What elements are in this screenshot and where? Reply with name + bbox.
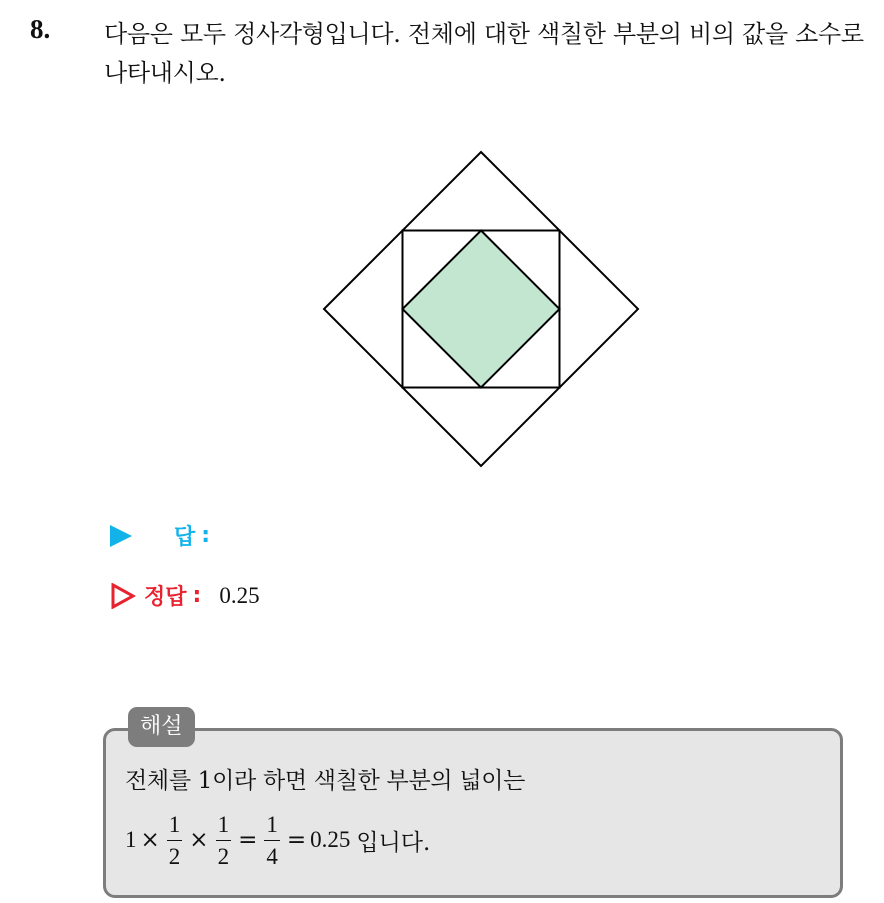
fraction-one-quarter: [264, 813, 280, 868]
fraction-denominator: 4: [264, 840, 280, 868]
fraction-denominator: 2: [216, 840, 232, 868]
eq-one: 1: [125, 827, 137, 852]
eq-tail: 입니다.: [356, 829, 431, 856]
play-triangle-icon: [110, 525, 132, 547]
correct-answer-row: [110, 580, 260, 611]
fraction-one-half-2: [216, 813, 232, 868]
answer-row: [110, 520, 210, 551]
fraction-denominator: 2: [167, 840, 183, 868]
answer-colon: :: [201, 523, 211, 548]
question-number: 8.: [30, 14, 51, 44]
correct-answer-value: 0.25: [219, 582, 260, 608]
eq-result: 0.25: [310, 827, 351, 852]
explanation-tab: 해설: [128, 707, 195, 747]
correct-answer-colon: :: [192, 583, 202, 608]
correct-answer-label: 정답: [144, 585, 187, 610]
explanation-line-1: 전체를 1이라 하면 색칠한 부분의 넓이는: [125, 768, 526, 794]
question-text: 다음은 모두 정사각형입니다. 전체에 대한 색칠한 부분의 비의 값을 소수로 나타내시오.: [104, 20, 864, 87]
shaded-square: [403, 231, 560, 388]
outline-triangle-icon: [110, 583, 136, 609]
fraction-numerator: 1: [217, 811, 230, 837]
eq-equals-2: =: [286, 827, 307, 853]
explanation-equation: [125, 805, 430, 875]
eq-times-2: ×: [189, 827, 209, 853]
answer-label: 답: [174, 525, 196, 550]
eq-times-1: ×: [140, 827, 160, 853]
nested-squares-figure: [320, 150, 640, 470]
fraction-numerator: 1: [266, 811, 278, 837]
eq-equals-1: =: [238, 827, 258, 853]
fraction-numerator: 1: [168, 811, 181, 837]
fraction-one-half-1: [167, 813, 183, 868]
